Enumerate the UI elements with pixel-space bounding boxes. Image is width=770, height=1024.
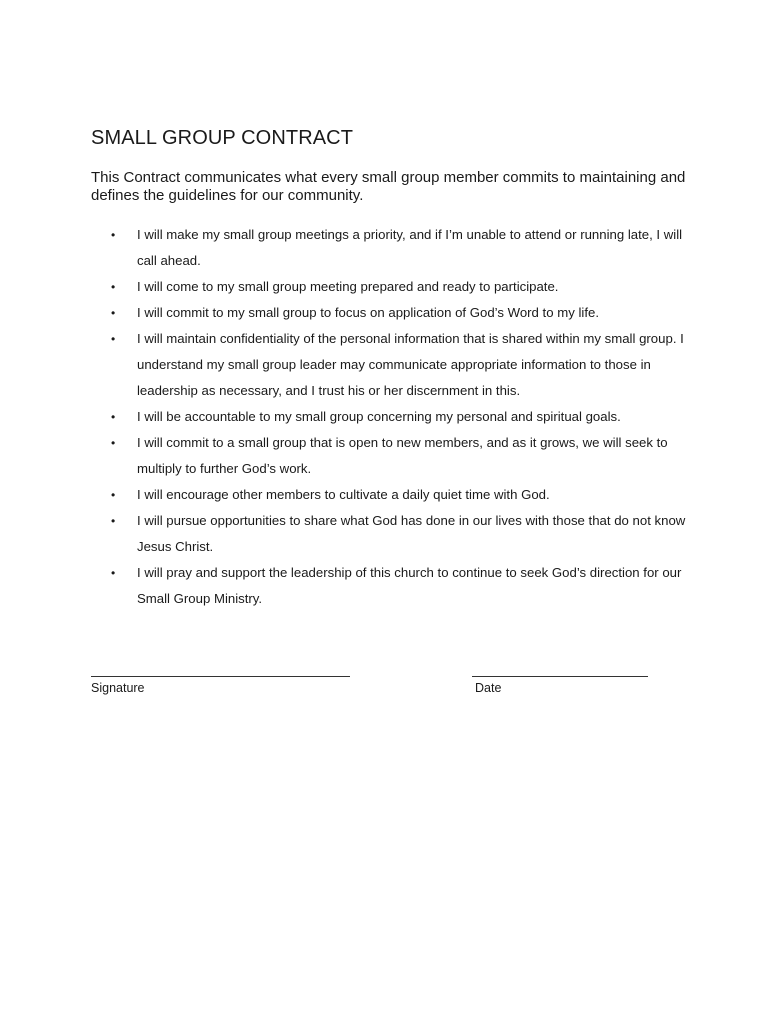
- commitment-item: [91, 560, 701, 612]
- commitment-text: I will pray and support the leadership of this church to continue to seek God’s direction for our Small Group Ministry.: [137, 565, 682, 606]
- commitment-item: [91, 300, 701, 326]
- date-block: [472, 676, 648, 695]
- commitment-item: [91, 404, 701, 430]
- commitment-item: [91, 222, 701, 274]
- commitment-text: I will make my small group meetings a priority, and if I’m unable to attend or running late, I will call ahead.: [137, 227, 683, 268]
- commitment-text: I will come to my small group meeting prepared and ready to participate.: [137, 279, 559, 294]
- intro-paragraph: This Contract communicates what every small group member commits to maintaining and defines the guidelines for our community.: [91, 169, 686, 204]
- commitment-item: [91, 508, 701, 560]
- bullet-icon: •: [111, 566, 116, 580]
- bullet-icon: •: [111, 280, 116, 294]
- bullet-icon: •: [111, 436, 116, 450]
- bullet-icon: •: [111, 228, 116, 242]
- signature-block: [91, 676, 350, 695]
- bullet-icon: •: [111, 306, 116, 320]
- commitment-item: [91, 274, 701, 300]
- signature-label: Signature: [91, 681, 145, 695]
- bullet-icon: •: [111, 514, 116, 528]
- commitment-text: I will pursue opportunities to share what God has done in our lives with those that do not know Jesus Christ.: [137, 513, 686, 554]
- commitment-text: I will commit to a small group that is open to new members, and as it grows, we will seek to multiply to further God’s work.: [137, 435, 668, 476]
- bullet-icon: •: [111, 410, 116, 424]
- date-line[interactable]: [472, 676, 648, 677]
- signature-line[interactable]: [91, 676, 350, 677]
- date-label: Date: [475, 681, 502, 695]
- commitment-text: I will commit to my small group to focus on application of God’s Word to my life.: [137, 305, 599, 320]
- bullet-icon: •: [111, 332, 116, 346]
- commitment-text: I will be accountable to my small group concerning my personal and spiritual goals.: [137, 409, 621, 424]
- document-title: SMALL GROUP CONTRACT: [91, 127, 354, 149]
- commitment-item: [91, 326, 701, 404]
- commitment-item: [91, 482, 701, 508]
- commitment-text: I will encourage other members to cultivate a daily quiet time with God.: [137, 487, 550, 502]
- commitment-text: I will maintain confidentiality of the personal information that is shared within my small group. I understand my small group leader may communicate appropriate information to those in leadership as necessary, and I trust his or her discernment in this.: [137, 331, 684, 398]
- commitment-list: [91, 222, 701, 612]
- bullet-icon: •: [111, 488, 116, 502]
- commitment-item: [91, 430, 701, 482]
